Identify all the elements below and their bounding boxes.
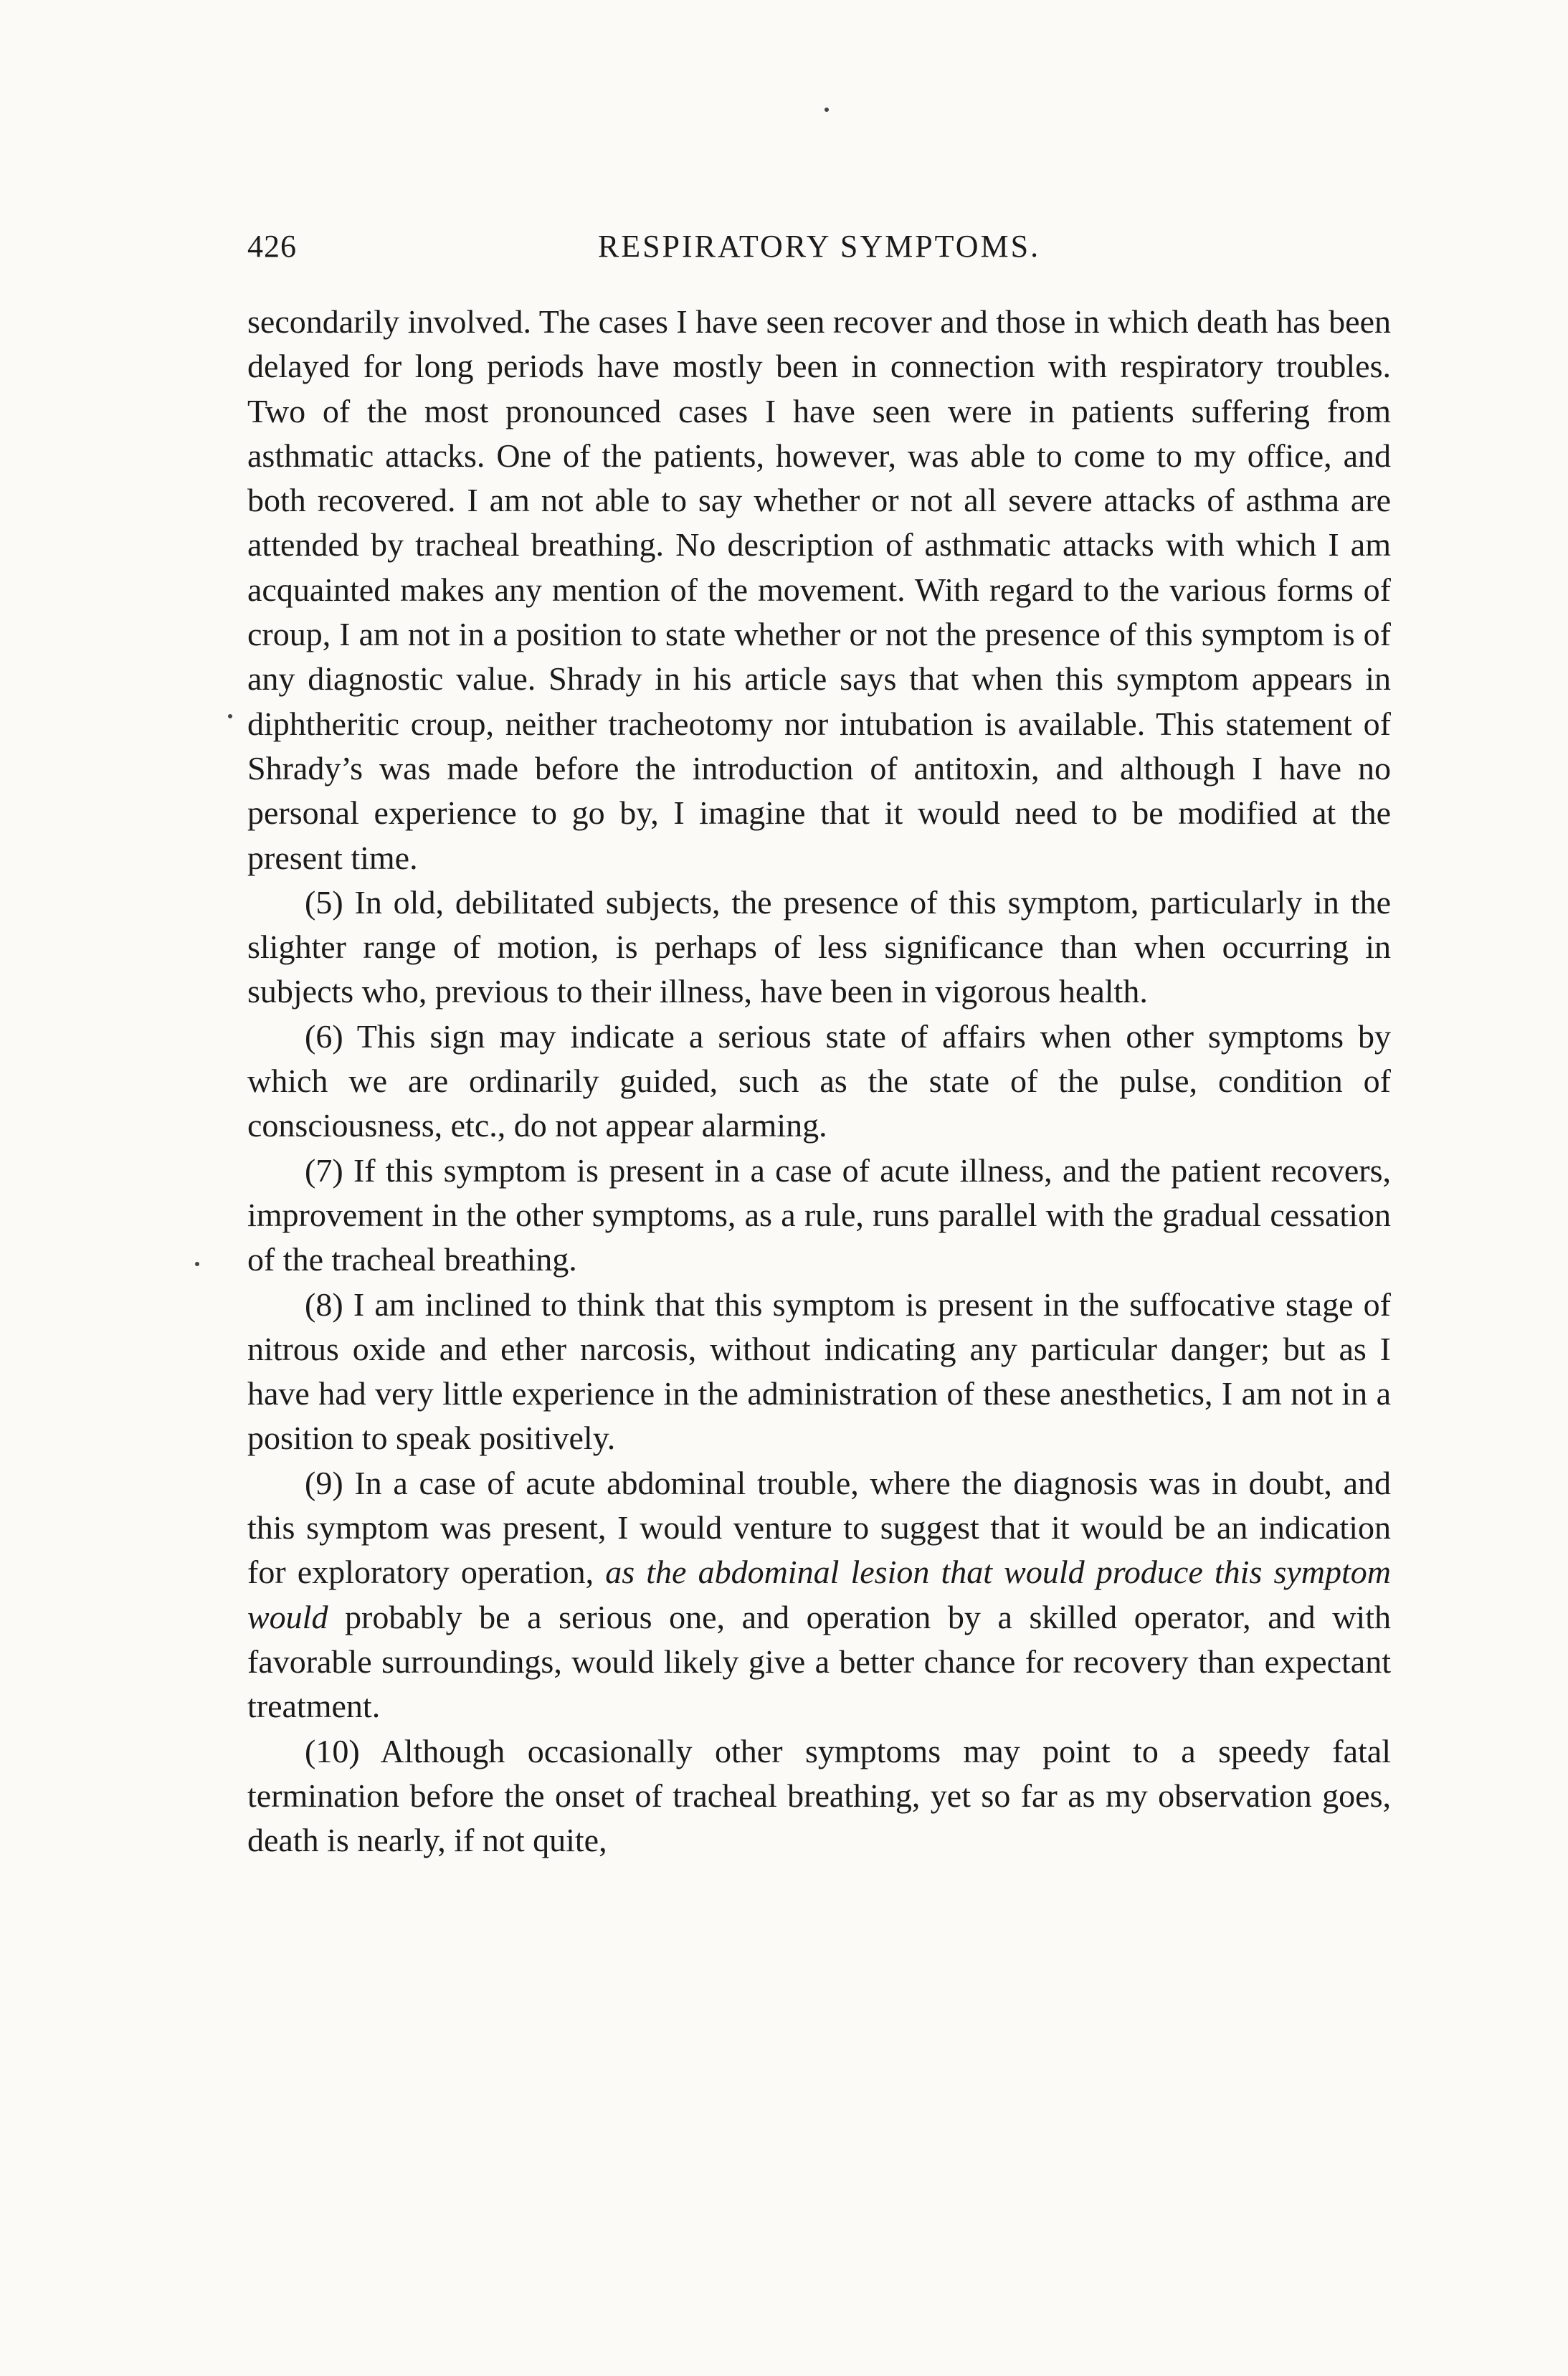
paragraph-item-6: (6) This sign may indicate a serious state of affairs when other symptoms by which we are ordinarily guided, such as the state of the pulse, condition of consciousness, etc., do not appear alarming. bbox=[247, 1017, 1391, 1144]
paragraph-item-10: (10) Although occasionally other symptoms may point to a speedy fatal termination before the onset of tracheal breathing, yet so far as my observation goes, death is nearly, if not quite, bbox=[247, 1732, 1391, 1859]
running-title: RESPIRATORY SYMPTOMS. bbox=[597, 229, 1041, 264]
paragraph-item-9-italic: as the abdominal lesion that would produce this symptom would bbox=[247, 1554, 1392, 1635]
paragraph-item-9-text-end: probably be a serious one, and operation by a skilled operator, and with favorable surroundings, would likely give a better chance for recovery than expectant treatment. bbox=[247, 1598, 1391, 1725]
paragraph-item-9-text: (9) In a case of acute abdominal trouble, where the diagnosis was in doubt, and this symptom was present, I would venture to suggest that it would be an indication for exploratory operation, bbox=[247, 1464, 1391, 1591]
page-number: 426 bbox=[247, 229, 297, 264]
paragraph-item-9 bbox=[247, 1461, 1391, 1729]
print-speck bbox=[195, 1262, 199, 1266]
running-head bbox=[247, 215, 1391, 265]
paragraph-continued: secondarily involved. The cases I have seen recover and those in which death has been delayed for long periods have mostly been in connection with respiratory troubles. Two of the most pronounced cases I have seen were in patients suffering from asthmatic attacks. One of the patients, however, was able to come to my office, and both recovered. I am not able to say whether or not all severe attacks of asthma are attended by tracheal breathing. No description of asthmatic attacks with which I am acquainted makes any mention of the movement. With regard to the various forms of croup, I am not in a position to state whether or not the presence of this symptom is of any diagnostic value. Shrady in his article says that when this symptom appears in diphtheritic croup, neither tracheotomy nor intubation is available. This statement of Shrady’s was made before the introduction of antitoxin, and although I have no personal experience to go by, I imagine that it would need to be modified at the present time. bbox=[247, 303, 1391, 876]
book-page bbox=[247, 215, 1391, 1863]
paragraph-item-8: (8) I am inclined to think that this symptom is present in the suffocative stage of nitrous oxide and ether narcosis, without indicating any particular danger; but as I have had very little experience in the administration of these anesthetics, I am not in a position to speak positively. bbox=[247, 1286, 1391, 1457]
body-text bbox=[247, 300, 1391, 1863]
print-speck bbox=[825, 108, 829, 112]
print-speck bbox=[228, 714, 232, 718]
paragraph-item-7: (7) If this symptom is present in a case of acute illness, and the patient recovers, improvement in the other symptoms, as a rule, runs parallel with the gradual cessation of the tracheal breathing. bbox=[247, 1151, 1391, 1278]
paragraph-item-5: (5) In old, debilitated subjects, the presence of this symptom, particularly in the slighter range of motion, is perhaps of less significance than when occurring in subjects who, previous to their illness, have been in vigorous health. bbox=[247, 883, 1391, 1010]
